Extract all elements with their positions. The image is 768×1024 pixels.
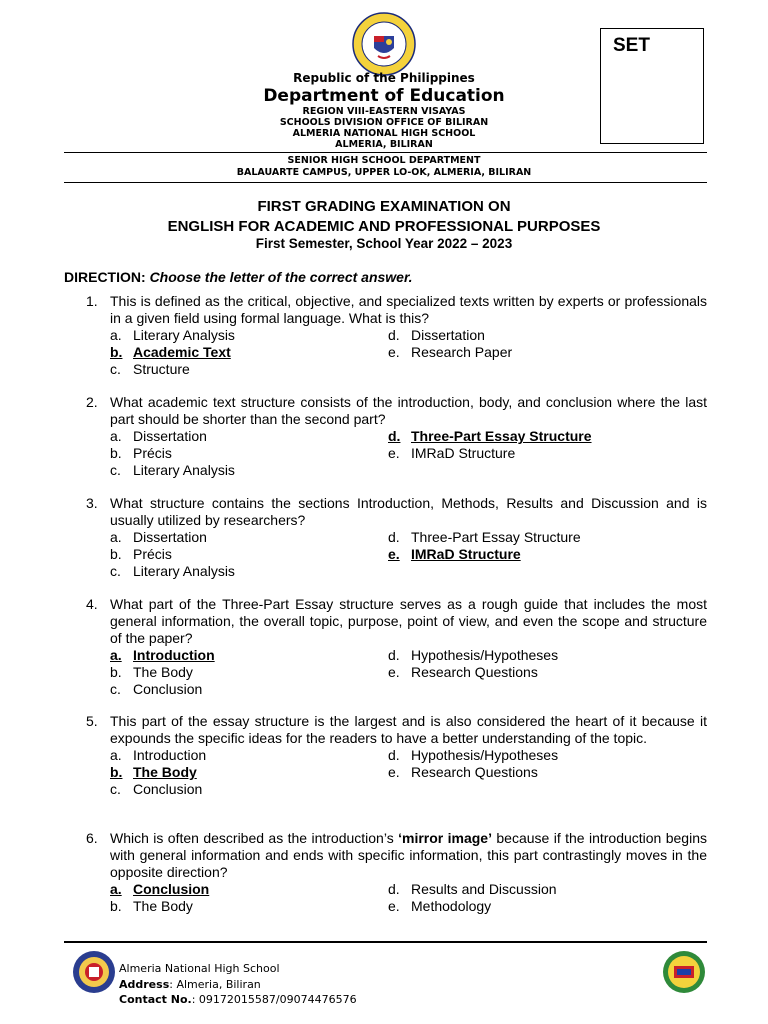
options-right-column [388,647,688,681]
answer-option [110,681,707,698]
question-text: What structure contains the sections Introduction, Methods, Results and Discussion and is usually utilized by researchers? [110,495,707,528]
answer-option [388,898,688,915]
option-letter: a. [110,529,122,545]
option-letter: c. [110,681,121,697]
question-number: 5. [86,713,98,729]
options-right-column [388,881,688,915]
option-letter: d. [388,327,400,343]
answer-option [388,747,688,764]
header-divider [64,152,707,153]
correct-option-text: Introduction [133,647,215,663]
option-text: Literary Analysis [133,327,235,343]
option-letter: e. [388,664,400,680]
option-letter: a. [110,881,122,897]
option-text: Research Questions [411,764,538,780]
option-text: Results and Discussion [411,881,557,897]
contact-label: Contact No. [119,993,192,1006]
option-text: Conclusion [133,681,203,697]
answer-option [388,344,688,361]
contact-value: : 09172015587/09074476576 [191,993,357,1006]
direction-text: Choose the letter of the correct answer. [149,269,413,285]
answer-options [110,327,707,378]
option-letter: a. [110,647,122,663]
answer-option [388,546,688,563]
question-text: What part of the Three-Part Essay structure serves as a rough guide that includes the most general information, the overall topic, purpose, point of view, and even the scope and structure of the paper? [110,596,707,646]
options-right-column [388,747,688,781]
option-letter: b. [110,898,122,914]
option-text: Structure [133,361,190,377]
question-number: 2. [86,394,98,410]
option-text: Précis [133,546,172,562]
answer-option [388,881,688,898]
option-letter: e. [388,445,400,461]
options-right-column [388,428,688,462]
option-letter: e. [388,546,400,562]
correct-option-text: Academic Text [133,344,231,360]
direction [64,269,413,285]
options-right-column [388,529,688,563]
town-text: ALMERIA, BILIRAN [335,139,433,150]
option-letter: e. [388,344,400,360]
question-1 [64,293,707,378]
question-number: 1. [86,293,98,309]
question-number: 6. [86,830,98,846]
question-text: This is defined as the critical, objective, and specialized texts written by experts or professionals in a given field using formal language. What is this? [110,293,707,326]
correct-option-text: IMRaD Structure [411,546,521,562]
option-text: The Body [133,664,193,680]
option-text: Literary Analysis [133,462,235,478]
options-right-column [388,327,688,361]
question-text [110,830,707,881]
option-text: IMRaD Structure [411,445,516,461]
correct-option-text: Three-Part Essay Structure [411,428,592,444]
answer-option [388,327,688,344]
footer-contact-no [119,992,357,1008]
option-letter: d. [388,428,401,444]
answer-option [388,529,688,546]
footer-address [119,977,357,993]
footer-school-name: Almeria National High School [119,962,280,975]
address-label: Address [119,977,170,991]
option-letter: b. [110,546,122,562]
question-number: 4. [86,596,98,612]
option-text: Literary Analysis [133,563,235,579]
option-letter: d. [388,881,400,897]
answer-option [388,647,688,664]
shs-logo-icon [662,950,706,994]
option-letter: c. [110,462,121,478]
question-4 [64,596,707,698]
question-text: What academic text structure consists of the introduction, body, and conclusion where the last part should be shorter than the second part? [110,394,707,427]
option-letter: c. [110,361,121,377]
answer-option [388,445,688,462]
answer-options [110,529,707,580]
option-text: Précis [133,445,172,461]
answer-options [110,428,707,479]
answer-option [388,664,688,681]
option-letter: d. [388,647,400,663]
header-divider-2 [64,182,707,183]
answer-options [110,747,707,798]
correct-option-text: Conclusion [133,881,210,897]
address-value: : Almeria, Biliran [169,977,261,991]
answer-option [110,563,707,580]
exam-title-1: FIRST GRADING EXAMINATION ON [257,198,511,215]
question-number: 3. [86,495,98,511]
option-letter: e. [388,898,400,914]
campus-text: BALAUARTE CAMPUS, UPPER LO-OK, ALMERIA, BILIRAN [236,167,532,178]
answer-option [110,462,707,479]
republic-text: Republic of the Philippines [293,71,475,85]
option-text: The Body [133,898,193,914]
question-6 [64,830,707,915]
department-title: Department of Education [263,86,505,106]
question-text-part: because if the introduction begins with general information and ends with specific information, this part contrastingly moves in the opposite direction? [110,830,707,880]
question-text: This part of the essay structure is the largest and is also considered the heart of it because it expounds the specific ideas for the readers to have a better understanding of the topic. [110,713,707,746]
option-letter: b. [110,344,123,360]
answer-option [388,764,688,781]
answer-options [110,881,707,915]
option-letter: d. [388,747,400,763]
answer-option [110,781,707,798]
option-text: Research Questions [411,664,538,680]
answer-options [110,647,707,698]
direction-label: DIRECTION: [64,269,146,285]
option-text: Research Paper [411,344,513,360]
option-letter: d. [388,529,400,545]
answer-option [110,361,707,378]
footer-divider [64,941,707,943]
question-2 [64,394,707,479]
option-text: Dissertation [133,428,207,444]
answer-option [388,428,688,445]
question-5 [64,713,707,798]
set-label: SET [613,35,650,56]
footer-contact [119,961,357,1008]
correct-option-text: The Body [133,764,197,780]
division-text: SCHOOLS DIVISION OFFICE OF BILIRAN [279,117,489,128]
option-text: Hypothesis/Hypotheses [411,747,559,763]
option-letter: c. [110,781,121,797]
option-letter: b. [110,764,123,780]
deped-seal-icon [352,12,416,76]
question-text-part: ‘mirror image’ [398,830,492,846]
option-text: Dissertation [133,529,207,545]
option-letter: e. [388,764,400,780]
option-letter: a. [110,327,122,343]
option-letter: a. [110,428,122,444]
question-3 [64,495,707,580]
semester-text: First Semester, School Year 2022 – 2023 [255,236,513,251]
option-text: Three-Part Essay Structure [411,529,581,545]
option-letter: c. [110,563,121,579]
option-letter: b. [110,664,122,680]
school-text: ALMERIA NATIONAL HIGH SCHOOL [292,128,476,139]
question-text-part: Which is often described as the introduction’s [110,830,399,846]
option-letter: b. [110,445,122,461]
option-text: Dissertation [411,327,485,343]
option-text: Hypothesis/Hypotheses [411,647,559,663]
option-text: Methodology [411,898,492,914]
school-logo-icon [72,950,116,994]
option-text: Conclusion [133,781,203,797]
option-text: Introduction [133,747,207,763]
shs-department-text: SENIOR HIGH SCHOOL DEPARTMENT [287,155,481,166]
option-letter: a. [110,747,122,763]
exam-title-2: ENGLISH FOR ACADEMIC AND PROFESSIONAL PURPOSES [167,218,601,235]
region-text: REGION VIII-EASTERN VISAYAS [302,106,466,117]
